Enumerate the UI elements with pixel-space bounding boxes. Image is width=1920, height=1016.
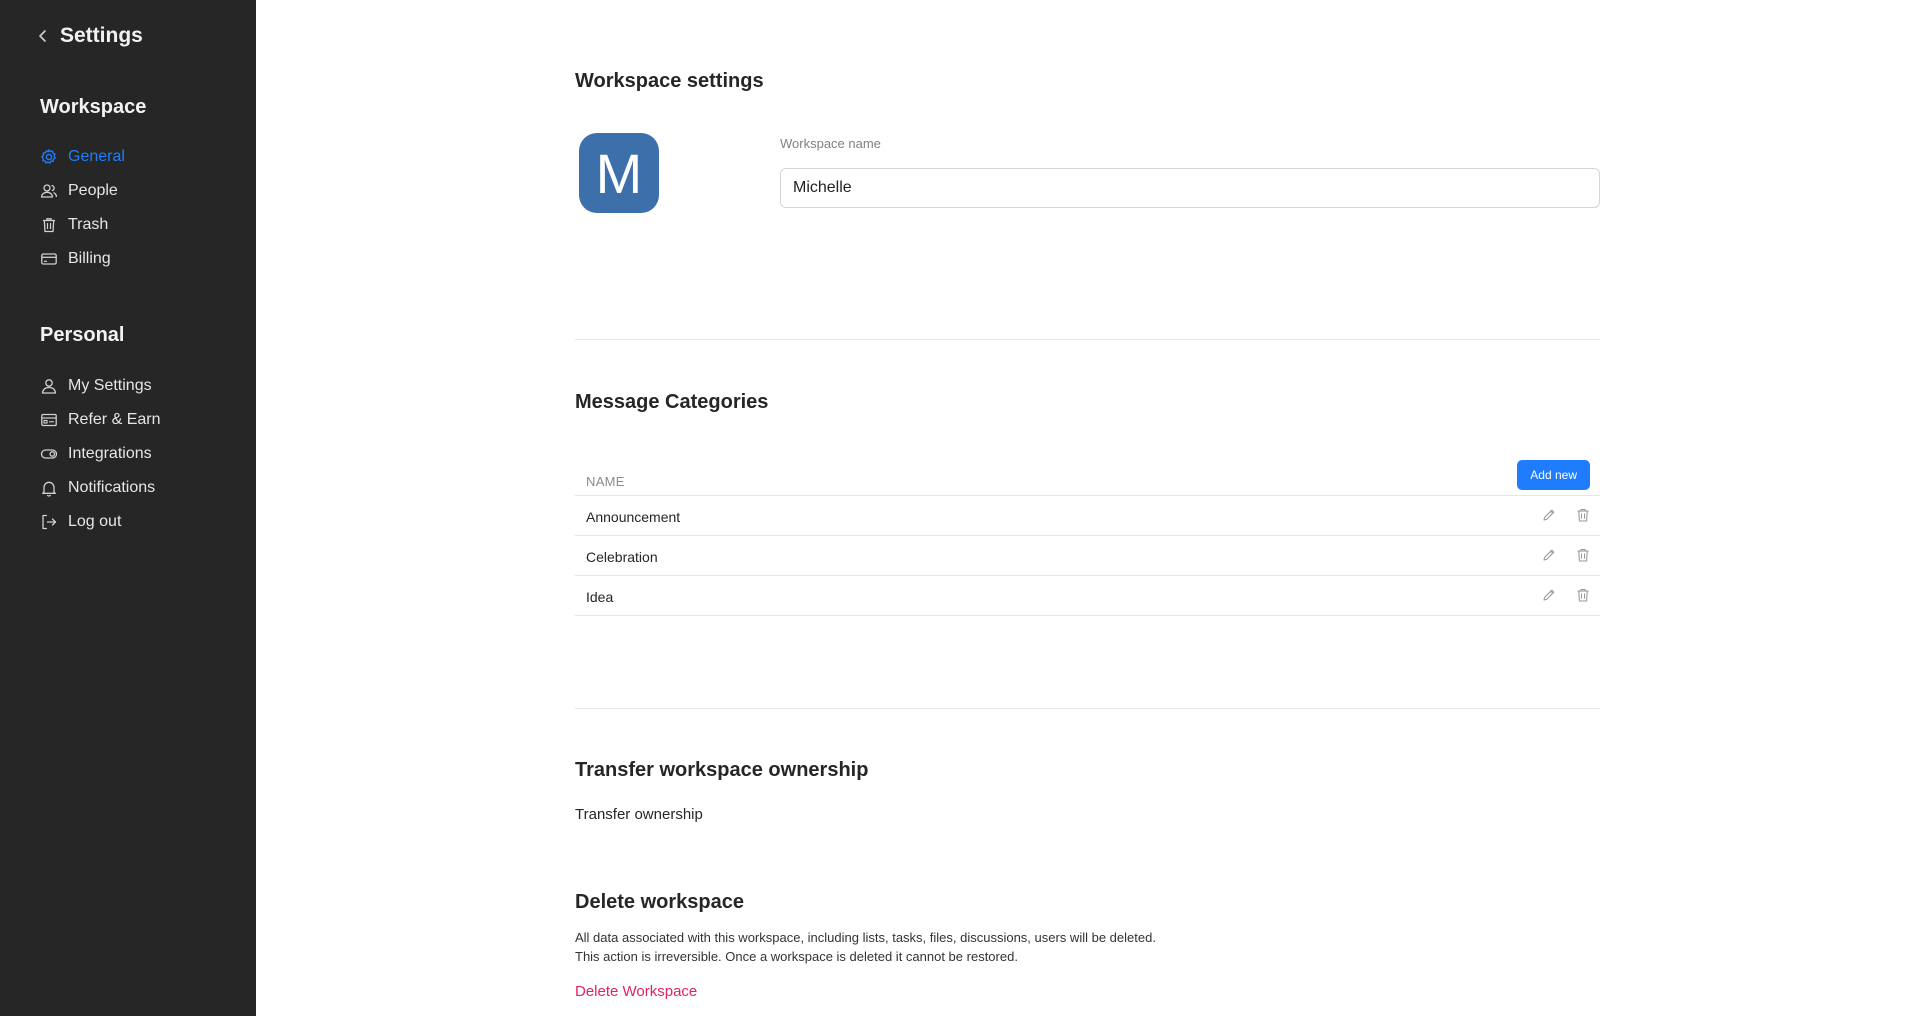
delete-warning-line-2: This action is irreversible. Once a workspace is deleted it cannot be restored. (575, 949, 1018, 964)
sidebar (0, 0, 256, 1016)
sidebar-item-integrations[interactable] (40, 437, 160, 471)
add-new-button[interactable]: Add new (1517, 460, 1590, 490)
credit-card-icon (40, 250, 58, 268)
settings-title: Settings (60, 24, 143, 47)
category-name: Idea (586, 589, 614, 605)
pencil-icon[interactable] (1540, 546, 1558, 564)
sidebar-item-my-settings[interactable] (40, 369, 160, 403)
sidebar-item-label: People (68, 182, 118, 199)
sidebar-item-label: My Settings (68, 377, 152, 394)
user-icon (40, 377, 58, 395)
sidebar-item-people[interactable] (40, 174, 125, 208)
trash-icon (40, 216, 58, 234)
sidebar-item-label: Log out (68, 513, 122, 530)
sidebar-item-label: Integrations (68, 445, 152, 462)
pencil-icon[interactable] (1540, 506, 1558, 524)
message-categories-heading: Message Categories (575, 391, 769, 413)
delete-workspace-link[interactable]: Delete Workspace (575, 983, 698, 1000)
trash-icon[interactable] (1574, 506, 1592, 524)
logout-icon (40, 513, 58, 531)
pencil-icon[interactable] (1540, 586, 1558, 604)
divider (575, 339, 1600, 340)
workspace-settings-heading: Workspace settings (575, 70, 764, 92)
trash-icon[interactable] (1574, 586, 1592, 604)
sidebar-item-label: Refer & Earn (68, 411, 161, 428)
delete-warning-line-1: All data associated with this workspace, including lists, tasks, files, discussions, users will be deleted. (575, 930, 1156, 945)
bell-icon (40, 479, 58, 497)
sidebar-item-label: Trash (68, 216, 109, 233)
chevron-left-icon (38, 29, 48, 43)
gift-card-icon (40, 411, 58, 429)
category-name: Celebration (586, 549, 658, 565)
sidebar-item-label: General (68, 148, 125, 165)
personal-nav (40, 369, 160, 539)
workspace-name-input[interactable] (780, 168, 1600, 208)
back-to-settings[interactable] (38, 24, 143, 48)
workspace-name-label: Workspace name (780, 136, 881, 151)
table-row (575, 496, 1600, 536)
workspace-avatar[interactable] (579, 133, 659, 213)
divider (575, 708, 1600, 709)
sidebar-item-label: Notifications (68, 479, 156, 496)
people-icon (40, 182, 58, 200)
categories-table (575, 458, 1600, 616)
sidebar-item-trash[interactable] (40, 208, 125, 242)
table-row (575, 536, 1600, 576)
sidebar-item-billing[interactable] (40, 242, 125, 276)
transfer-ownership-link[interactable]: Transfer ownership (575, 806, 703, 823)
workspace-heading: Workspace (40, 96, 147, 118)
table-row (575, 576, 1600, 616)
personal-heading: Personal (40, 324, 125, 346)
gear-icon (40, 148, 58, 166)
delete-workspace-heading: Delete workspace (575, 891, 744, 913)
category-name: Announcement (586, 509, 681, 525)
column-header-name: NAME (586, 474, 625, 489)
transfer-ownership-heading: Transfer workspace ownership (575, 759, 869, 781)
avatar-letter: M (595, 141, 643, 205)
sidebar-item-label: Billing (68, 250, 111, 267)
sidebar-item-general[interactable] (40, 140, 125, 174)
trash-icon[interactable] (1574, 546, 1592, 564)
table-header (575, 458, 1600, 496)
workspace-nav (40, 140, 125, 276)
sidebar-item-notifications[interactable] (40, 471, 160, 505)
sidebar-item-refer-earn[interactable] (40, 403, 160, 437)
sidebar-item-log-out[interactable] (40, 505, 160, 539)
toggle-icon (40, 445, 58, 463)
